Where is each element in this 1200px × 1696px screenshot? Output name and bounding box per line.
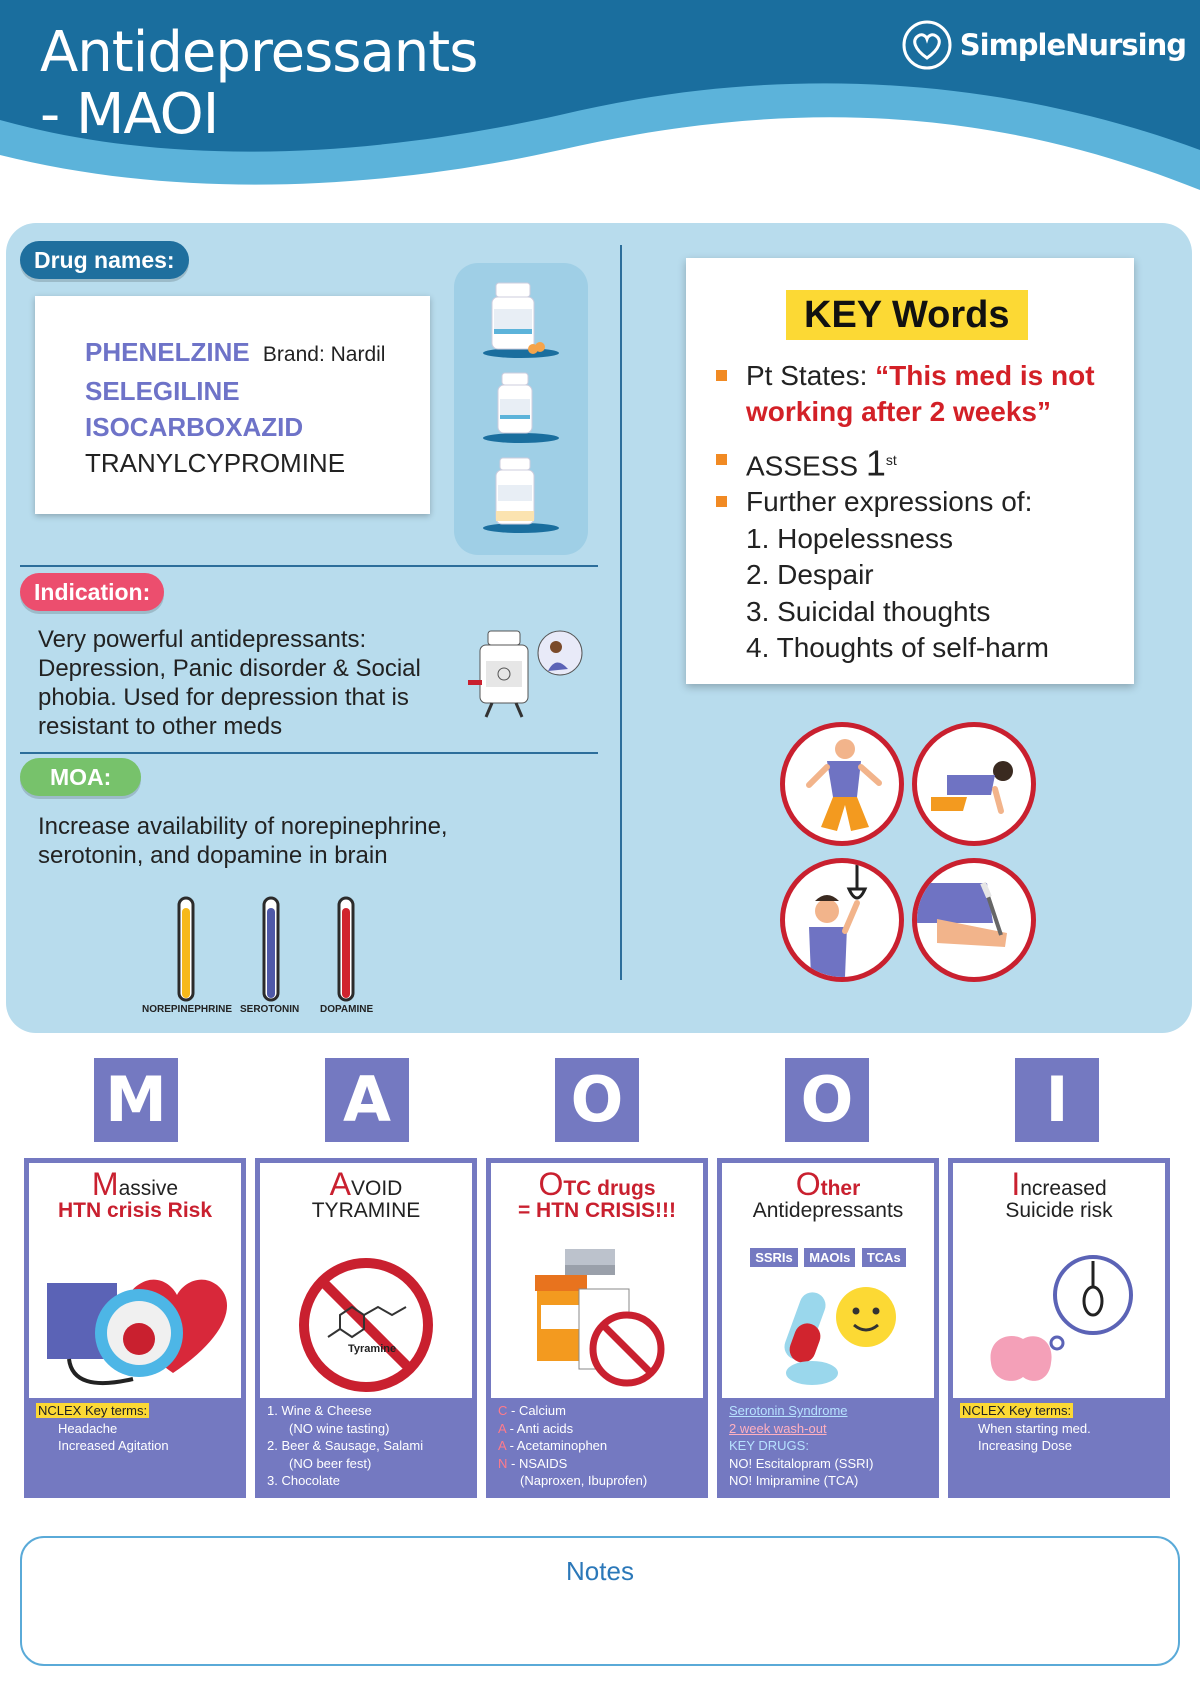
note-line: NO! Imipramine (TCA) bbox=[729, 1473, 859, 1488]
indication-line: Depression, Panic disorder & Social bbox=[38, 655, 421, 682]
panel-divider bbox=[620, 245, 622, 980]
heading-line2: HTN crisis Risk bbox=[57, 1199, 213, 1222]
stethoscope-heart-icon bbox=[900, 18, 954, 72]
card-heading bbox=[491, 1166, 703, 1222]
moa-label: MOA: bbox=[20, 758, 141, 796]
assess-label: ASSESS bbox=[746, 450, 866, 482]
moa-line: Increase availability of norepinephrine, bbox=[38, 813, 448, 840]
tag-ssris: SSRIs bbox=[750, 1248, 798, 1267]
page-title bbox=[40, 22, 477, 146]
brand-logo bbox=[900, 18, 1186, 72]
note-line: 3. Chocolate bbox=[267, 1473, 340, 1488]
maoi-letter-m: M bbox=[94, 1058, 178, 1142]
heading-rest: assive bbox=[118, 1177, 179, 1200]
expression-item: 3. Suicidal thoughts bbox=[746, 596, 991, 627]
bullet-icon bbox=[716, 454, 727, 465]
bullet-icon bbox=[716, 496, 727, 507]
pt-quote-part2: working after 2 weeks” bbox=[746, 396, 1052, 427]
pt-quote-part1: “This med is not bbox=[875, 360, 1095, 391]
heading-rest: ther bbox=[820, 1177, 861, 1200]
card-heading bbox=[29, 1166, 241, 1222]
heading-cap: I bbox=[1011, 1166, 1021, 1202]
page-title-line2: - MAOI bbox=[40, 82, 219, 147]
no-otc-drugs-icon bbox=[531, 1245, 671, 1395]
note-text: - Calcium bbox=[507, 1403, 566, 1418]
tube-label-serotonin: SEROTONIN bbox=[240, 1004, 300, 1015]
note-line: When starting med. bbox=[978, 1420, 1091, 1436]
note-letter: N bbox=[498, 1455, 508, 1471]
tube-label-norepinephrine: NOREPINEPHRINE bbox=[142, 1004, 233, 1015]
norepinephrine-tube-icon bbox=[179, 898, 193, 1000]
page-title-line1: Antidepressants bbox=[40, 20, 478, 85]
tube-label-dopamine: DOPAMINE bbox=[320, 1004, 374, 1015]
heading-cap: A bbox=[329, 1166, 351, 1202]
indication-label: Indication: bbox=[20, 573, 164, 611]
key-words-title: KEY Words bbox=[786, 290, 1028, 340]
indication-line: Very powerful antidepressants: bbox=[38, 626, 367, 653]
heading-line2: TYRAMINE bbox=[311, 1199, 421, 1222]
pill-bottles-illustration bbox=[454, 263, 588, 555]
serotonin-syndrome: Serotonin Syndrome bbox=[729, 1403, 848, 1418]
blood-pressure-heart-icon bbox=[43, 1243, 233, 1393]
maoi-card-increased-suicide-risk bbox=[948, 1158, 1170, 1498]
note-line: Increasing Dose bbox=[978, 1438, 1072, 1453]
key-words-card bbox=[686, 258, 1134, 684]
maoi-letter-o: O bbox=[555, 1058, 639, 1142]
note-line: 2. Beer & Sausage, Salami bbox=[267, 1438, 424, 1453]
note-letter: A bbox=[498, 1438, 506, 1453]
notes-title: Notes bbox=[566, 1556, 634, 1586]
heading-line2: = HTN CRISIS!!! bbox=[517, 1199, 677, 1222]
pill-bottle-icon bbox=[483, 283, 559, 358]
maoi-letter-a: A bbox=[325, 1058, 409, 1142]
heading-line2: Antidepressants bbox=[752, 1199, 904, 1222]
drug-name: TRANYLCYPROMINE bbox=[85, 448, 346, 478]
pt-states-line bbox=[746, 358, 1095, 394]
maoi-card-avoid-tyramine bbox=[255, 1158, 477, 1498]
expression-item: 1. Hopelessness bbox=[746, 523, 954, 554]
card-heading bbox=[953, 1166, 1165, 1222]
tag-maois: MAOIs bbox=[804, 1248, 855, 1267]
note-line: Increased Agitation bbox=[58, 1438, 169, 1453]
heading-cap: O bbox=[795, 1166, 821, 1202]
card-notes bbox=[36, 1402, 240, 1455]
brand-name: SimpleNursing bbox=[959, 28, 1186, 62]
indication-line: resistant to other meds bbox=[38, 713, 283, 740]
note-text: - Anti acids bbox=[505, 1420, 574, 1436]
card-notes bbox=[498, 1402, 702, 1490]
maoi-letter-o-2: O bbox=[785, 1058, 869, 1142]
no-tyramine-icon bbox=[296, 1255, 436, 1395]
note-line: 1. Wine & Cheese bbox=[267, 1403, 372, 1418]
suicidal-thoughts-figure-icon bbox=[780, 858, 904, 982]
moa-line: serotonin, and dopamine in brain bbox=[38, 842, 388, 869]
washout-note: 2 week wash-out bbox=[729, 1420, 827, 1436]
card-heading bbox=[722, 1166, 934, 1222]
heading-cap: O bbox=[538, 1166, 564, 1202]
pt-states-label: Pt States: bbox=[746, 360, 876, 391]
drug-names-label: Drug names: bbox=[20, 241, 189, 279]
expression-item: 4. Thoughts of self-harm bbox=[746, 632, 1049, 663]
key-drugs-label: KEY DRUGS: bbox=[729, 1438, 809, 1453]
tag-tcas: TCAs bbox=[862, 1248, 906, 1267]
section-divider bbox=[20, 565, 598, 567]
heading-rest: ncreased bbox=[1020, 1177, 1107, 1200]
note-text: - NSAIDS bbox=[507, 1455, 568, 1471]
drug-brand: Brand: Nardil bbox=[262, 343, 386, 366]
hopelessness-figure-icon bbox=[780, 722, 904, 846]
bullet-icon bbox=[716, 370, 727, 381]
section-divider bbox=[20, 752, 598, 754]
card-notes bbox=[729, 1402, 933, 1490]
note-line bbox=[498, 1402, 702, 1420]
heading-cap: M bbox=[91, 1166, 119, 1202]
maoi-card-massive bbox=[24, 1158, 246, 1498]
pill-bottle-icon bbox=[483, 458, 559, 533]
drug-name: ISOCARBOXAZID bbox=[85, 412, 304, 442]
nclex-key-terms-label: NCLEX Key terms: bbox=[38, 1403, 148, 1418]
note-letter: A bbox=[498, 1420, 506, 1436]
assess-suffix: st bbox=[885, 452, 897, 468]
despair-figure-icon bbox=[912, 722, 1036, 846]
indication-line: phobia. Used for depression that is bbox=[38, 684, 409, 711]
maoi-card-otc-drugs bbox=[486, 1158, 708, 1498]
notes-area[interactable] bbox=[20, 1536, 1180, 1666]
pill-bottle-icon bbox=[483, 373, 559, 443]
drug-name: SELEGILINE bbox=[85, 376, 240, 406]
serotonin-tube-icon bbox=[264, 898, 278, 1000]
dopamine-tube-icon bbox=[339, 898, 353, 1000]
drug-names-box bbox=[35, 296, 430, 514]
assess-number: 1 bbox=[865, 442, 886, 484]
tyramine-icon-label: Tyramine bbox=[348, 1343, 397, 1355]
moa-text bbox=[38, 812, 448, 870]
note-line bbox=[498, 1437, 702, 1455]
note-letter: C bbox=[498, 1403, 508, 1418]
note-line: (Naproxen, Ibuprofen) bbox=[520, 1473, 648, 1488]
card-notes bbox=[267, 1402, 471, 1490]
indication-text bbox=[38, 625, 421, 741]
note-line: NO! Escitalopram (SSRI) bbox=[729, 1455, 874, 1471]
card-heading bbox=[260, 1166, 472, 1222]
note-text: - Acetaminophen bbox=[505, 1438, 608, 1453]
heading-line2: Suicide risk bbox=[1005, 1199, 1113, 1222]
heading-rest: VOID bbox=[351, 1177, 403, 1200]
nclex-key-terms-label: NCLEX Key terms: bbox=[962, 1403, 1072, 1418]
maoi-letter-i: I bbox=[1015, 1058, 1099, 1142]
drug-class-tags bbox=[722, 1248, 934, 1267]
maoi-card-other-antidepressants bbox=[717, 1158, 939, 1498]
brain-noose-thought-icon bbox=[983, 1243, 1143, 1393]
heading-rest: TC drugs bbox=[563, 1177, 656, 1200]
self-harm-figure-icon bbox=[912, 858, 1036, 982]
card-notes bbox=[960, 1402, 1164, 1455]
note-line bbox=[498, 1455, 702, 1473]
note-line: (NO beer fest) bbox=[289, 1455, 372, 1471]
note-line bbox=[498, 1420, 702, 1438]
note-line: Headache bbox=[58, 1420, 118, 1436]
assess-line bbox=[746, 442, 897, 484]
note-line: (NO wine tasting) bbox=[289, 1420, 390, 1436]
drug-name: PHENELZINE bbox=[85, 337, 250, 367]
further-expressions: Further expressions of: bbox=[746, 486, 1033, 517]
pills-smiley-icon bbox=[762, 1283, 902, 1393]
neurotransmitter-tubes bbox=[170, 896, 370, 1004]
expression-item: 2. Despair bbox=[746, 559, 874, 590]
drug-item bbox=[85, 334, 430, 373]
sad-pill-bottle-icon bbox=[462, 625, 588, 720]
